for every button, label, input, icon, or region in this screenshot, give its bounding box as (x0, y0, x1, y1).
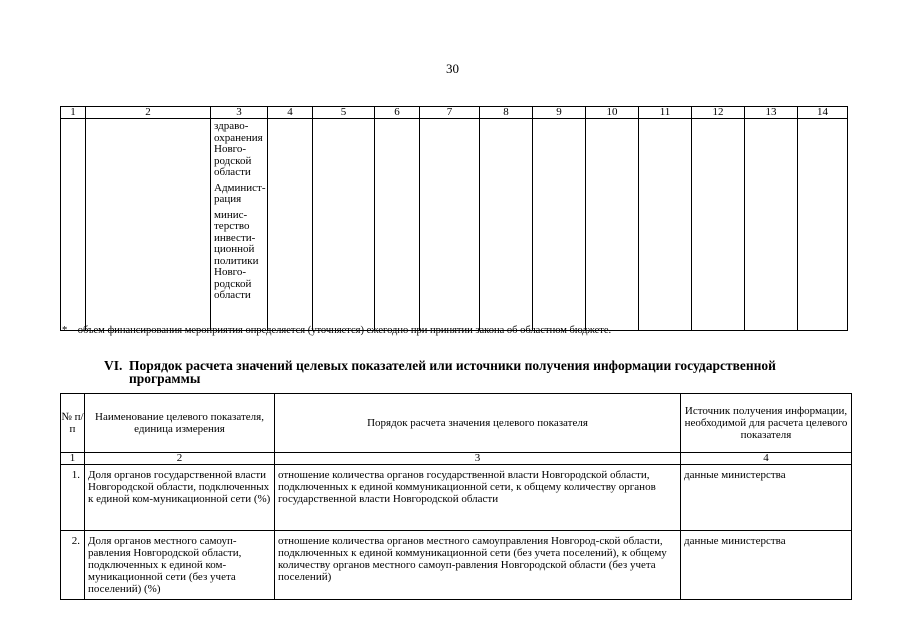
header-name: Наименование целевого показателя, единица измерения (85, 394, 275, 453)
table-cell (692, 119, 745, 331)
table-cell (586, 119, 639, 331)
indicator-name: Доля органов государственной власти Новгородской области, подключенных к единой ком-муникационной сети (%) (85, 465, 275, 531)
header-source: Источник получения информации, необходимой для расчета целевого показателя (681, 394, 852, 453)
column-index: 8 (480, 107, 533, 119)
row-number: 2. (61, 531, 85, 600)
column-index-row (61, 453, 852, 465)
column-index: 7 (420, 107, 480, 119)
section-title-line: Порядок расчета значений целевых показателей или источники получения информации государственной (129, 358, 776, 373)
table-cell (86, 119, 211, 331)
column-index: 13 (745, 107, 798, 119)
information-source: данные министерства (681, 465, 852, 531)
section-heading (104, 359, 864, 385)
header-method: Порядок расчета значения целевого показателя (275, 394, 681, 453)
table-row (61, 531, 852, 600)
table-cell (313, 119, 375, 331)
column-index: 2 (86, 107, 211, 119)
information-source: данные министерства (681, 531, 852, 600)
executor-text: здраво-охранения Новго-родской области (214, 120, 263, 178)
table-cell (798, 119, 848, 331)
column-index: 1 (61, 107, 86, 119)
table-cell (420, 119, 480, 331)
calculation-method: отношение количества органов государственной власти Новгородской области, подключенных к единой коммуникационной сети, к общему количеству органов государственной власти Новгородской области (275, 465, 681, 531)
table-row (61, 465, 852, 531)
calculation-method: отношение количества органов местного самоуправления Новгород-ской области, подключенных к единой коммуникационной сети (без учета поселений), к общему количеству органов местного самоуп-равления Новгородской области (без учета поселений) (275, 531, 681, 600)
column-index: 2 (85, 453, 275, 465)
section-number: VI. (104, 358, 123, 373)
table-cell (745, 119, 798, 331)
continuation-table (60, 106, 848, 331)
indicators-table (60, 393, 852, 600)
column-index: 1 (61, 453, 85, 465)
table-cell (61, 119, 86, 331)
column-index: 4 (268, 107, 313, 119)
section-title-line: программы (129, 371, 201, 386)
table-cell (375, 119, 420, 331)
table-cell (268, 119, 313, 331)
table-row (61, 119, 848, 331)
column-index: 14 (798, 107, 848, 119)
column-index: 11 (639, 107, 692, 119)
indicator-name: Доля органов местного самоуп-равления Новгородской области, подключенных к единой ком-муникационной сети (без учета поселений) (%) (85, 531, 275, 600)
column-index: 3 (275, 453, 681, 465)
executor-text: Админист-рация (214, 181, 266, 205)
executor-cell (211, 119, 268, 331)
table-cell (639, 119, 692, 331)
page-number: 30 (446, 61, 459, 76)
table-cell (533, 119, 586, 331)
footnote: * – объем финансирования мероприятия определяется (уточняется) ежегодно при принятии закона об областном бюджете. (62, 325, 612, 336)
column-index: 10 (586, 107, 639, 119)
column-index: 6 (375, 107, 420, 119)
column-index: 12 (692, 107, 745, 119)
column-index: 9 (533, 107, 586, 119)
executor-text: минис-терство инвести-ционной политики Новго-родской области (214, 208, 259, 301)
column-index: 5 (313, 107, 375, 119)
table-cell (480, 119, 533, 331)
column-index: 4 (681, 453, 852, 465)
header-num: № п/п (61, 394, 85, 453)
row-number: 1. (61, 465, 85, 531)
column-index-row (61, 107, 848, 119)
column-index: 3 (211, 107, 268, 119)
table-header-row (61, 394, 852, 453)
